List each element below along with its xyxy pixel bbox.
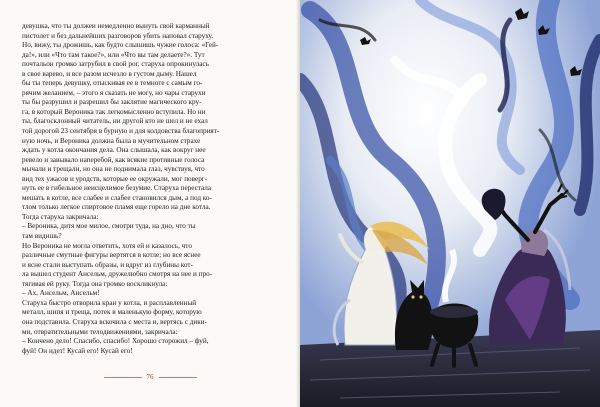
text-line: га, в который Вероника так легкомысленно вступила. Но ни (22, 107, 206, 116)
text-line: ревело и завывало наперебой, как всякие противные голоса (22, 155, 205, 164)
text-line: ми, отвратительными телодвижениями, закричала: (22, 327, 178, 336)
text-line: пистолет и без дальнейших разговоров убить наповал старуху. (22, 31, 214, 40)
text-line: в свое варево, и все разом исчезло в густом дыму. Нашел (22, 69, 197, 78)
text-line: мычали и трещали, но она не поднимала глаз, чувствуя, что (22, 165, 205, 174)
text-line: да!», или «Что там такое?», или «Что вы там делаете?». Тут (22, 50, 205, 59)
text-line: рячим желанием, – этого я сказать не могу, но чары старухи (22, 88, 206, 97)
text-line: той дорогой 23 сентября в бурную и для колдовства благоприят- (22, 127, 220, 136)
text-line: она подставила. Старуха вскочила с места и, вертясь с дики- (22, 317, 207, 326)
text-line: – Вероника, дитя мое милое, смотри туда, на дно, что ты (22, 222, 196, 231)
text-line: нуть ее в гибельное неисцелимое безумие. Старуха перестала (22, 184, 212, 193)
text-line: бы ты теперь девушку, отыскивая ее в темноте с самым го- (22, 79, 203, 88)
text-line: фуй! Он идет! Кусай его! Кусай его! (22, 346, 133, 355)
text-line: тлом только легкое спиртовое пламя еще горело на дне котла. (22, 203, 211, 212)
text-line: Но, вижу, ты дрожишь, как будто слышишь чужие голоса: «Гей- (22, 41, 219, 50)
text-line: ла вышел студент Ансельм, дружелюбно смотря на нее и про- (22, 270, 213, 279)
text-line: тягивая ей руку. Тогда она громко воскликнула: (22, 279, 168, 288)
text-line: – Ах, Ансельм, Ансельм! (22, 289, 100, 298)
text-line: ную ночь, и Вероника должна была в мучительном страхе (22, 136, 201, 145)
folio-rule-left (104, 377, 142, 378)
text-line: мешать в котле, все слабее и слабее становился дым, а под ко- (22, 193, 212, 202)
text-line: там видишь? (22, 232, 62, 241)
page-number: 76 (146, 373, 154, 381)
text-line: почтальон громко затрубил в свой рог, старуха опрокинулась (22, 60, 209, 69)
text-line: Но Вероника не могла ответить, хотя ей и казалось, что (22, 241, 192, 250)
right-page (300, 0, 600, 407)
text-line: ты, благосклонный читатель, ни другой кто не шел и не ехал (22, 117, 208, 126)
text-line: девушка, что ты должен немедленно вынуть свой карманный (22, 22, 210, 30)
text-line: и ясне стали выступать образы, и вдруг из глубины кот- (22, 260, 193, 269)
witch-cauldron-illustration (300, 0, 600, 407)
text-line: металл, шипя и треща, потек в маленькую форму, которую (22, 308, 202, 317)
folio-rule-right (159, 377, 197, 378)
text-line: вид тех ужасов и уродств, которые ее окружали, мог поверг- (22, 174, 208, 183)
text-line: Старуха быстро отворила кран у котла, и расплавленный (22, 298, 197, 307)
page-number-footer (0, 373, 300, 381)
body-text (22, 22, 284, 356)
text-line: ждать у котла окончания дела. Она слышала, как вокруг нее (22, 146, 206, 155)
text-line: Тогда старуха закричала: (22, 212, 99, 221)
text-line: ты бы разрушил и разрешил бы заклятие магического кру- (22, 98, 202, 107)
text-line: – Кончено дело! Спасибо, спасибо! Хорошо сторожил – фуй, (22, 337, 209, 346)
text-line: различные смутные фигуры вертятся в котле; но все яснее (22, 251, 201, 260)
